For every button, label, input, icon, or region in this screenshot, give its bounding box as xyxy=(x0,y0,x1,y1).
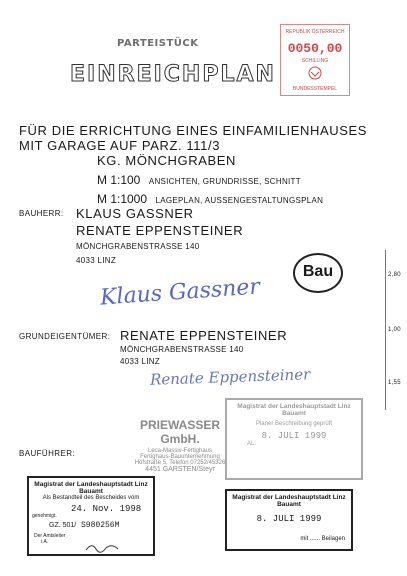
stamp-left-official: Der Amtsleiter xyxy=(34,533,66,539)
postage-country: REPUBLIK ÖSTERREICH xyxy=(285,29,345,35)
stamp-upper-subtitle: Bauamt xyxy=(282,410,306,417)
stamp-lower-title: Magistrat der Landeshauptstadt Linz xyxy=(232,494,346,501)
bauherr-street: MÖNCHGRABENSTRASSE 140 xyxy=(76,242,200,251)
stamp-upper-text: Planer Beschreibung geprüft xyxy=(255,421,333,427)
baufuehrer-line-3: Höfstraße 5, Telefon 07252/45326 xyxy=(134,460,226,466)
margin-edge xyxy=(385,250,386,410)
stamp-lower-subtitle: Bauamt xyxy=(277,501,301,508)
stamp-left-ref: S980256M xyxy=(81,521,120,530)
baufuehrer-label: BAUFÜHRER: xyxy=(19,449,76,458)
baufuehrer-company-stamp xyxy=(120,418,240,473)
stamp-upper-title: Magistrat der Landeshauptstadt Linz xyxy=(237,403,351,410)
grundeigentuemer-city: 4033 LINZ xyxy=(120,357,161,366)
stamp-upper-date: 8. JULI 1999 xyxy=(261,431,327,441)
stamp-left-body xyxy=(29,501,153,533)
scale-1: M 1:100 xyxy=(97,173,141,187)
eagle-emblem-icon xyxy=(307,66,323,80)
postage-stamp xyxy=(280,24,350,96)
grundeigentuemer-label: GRUNDEIGENTÜMER: xyxy=(19,332,111,341)
stamp-left-ref-label: GZ. 501/ xyxy=(49,522,77,529)
postage-currency: SCHILLING xyxy=(301,58,329,64)
stamp-left-title: Magistrat der Landeshauptstadt Linz xyxy=(34,481,148,488)
stamp-left-date: 24. Nov. 1998 xyxy=(71,504,142,514)
grundeigentuemer-street: MÖNCHGRABENSTRASSE 140 xyxy=(120,345,244,354)
bauherr-city: 4033 LINZ xyxy=(76,256,117,265)
stamp-bauamt-upper xyxy=(225,398,363,480)
stamp-left-approved: genehmigt. xyxy=(32,513,57,519)
baufuehrer-line-1: Leca-Massiv-Fertighaus xyxy=(147,448,213,454)
bauherr-signature: Klaus Gassner xyxy=(99,274,261,311)
margin-number-1: 2,80 xyxy=(388,272,401,278)
stamp-lower-mark: mit ...... Beilagen xyxy=(300,536,345,542)
bauherr-name-2: RENATE EPPENSTEINER xyxy=(76,223,244,238)
baufuehrer-company: PRIEWASSER GmbH. xyxy=(139,418,220,446)
stamp-left-subtitle: Bauamt xyxy=(79,488,103,495)
stamp-left-official-sub: i.A. xyxy=(41,539,49,545)
postage-issuer: BUNDESSTEMPEL xyxy=(292,86,338,92)
cadastre: KG. MÖNCHGRABEN xyxy=(97,153,237,168)
project-line-1: FÜR DIE ERRICHTUNG EINES EINFAMILIENHAUSES xyxy=(19,123,368,138)
scale-1-desc: ANSICHTEN, GRUNDRISSE, SCHNITT xyxy=(148,177,301,186)
stamp-lower-date: 8. JULI 1999 xyxy=(256,514,322,524)
stamp-left-scribble xyxy=(84,540,124,554)
margin-number-3: 1,55 xyxy=(388,380,401,386)
page-title: EINREICHPLAN xyxy=(70,62,276,87)
scale-row-1 xyxy=(97,171,301,189)
bauherr-label: BAUHERR: xyxy=(19,209,64,218)
grundeigentuemer-signature: Renate Eppensteiner xyxy=(149,365,311,389)
grundeigentuemer-name: RENATE EPPENSTEINER xyxy=(120,328,288,343)
baufuehrer-line-2: Fertighaus-Bauunternehmung xyxy=(140,454,220,460)
scale-2: M 1:1000 xyxy=(97,192,148,206)
bauherr-name-1: KLAUS GASSNER xyxy=(76,206,194,221)
baufuehrer-line-4: 4451 GARSTEN/Steyr xyxy=(145,466,215,473)
scale-2-desc: LAGEPLAN, AUSSENGESTALTUNGSPLAN xyxy=(155,196,324,205)
postage-amount: 0050,00 xyxy=(287,41,343,56)
stamp-left-text: Als Bestandteil des Bescheides vom xyxy=(42,495,140,501)
project-line-2: MIT GARAGE AUF PARZ. 111/3 xyxy=(19,138,221,153)
margin-number-2: 1,00 xyxy=(388,327,401,333)
stamp-bauamt-lower xyxy=(225,489,353,551)
copy-mark: PARTEISTÜCK xyxy=(117,38,199,49)
bau-stamp: Bau xyxy=(293,253,343,293)
stamp-bauamt-left xyxy=(27,476,155,556)
stamp-upper-mark: AL: xyxy=(247,441,257,447)
